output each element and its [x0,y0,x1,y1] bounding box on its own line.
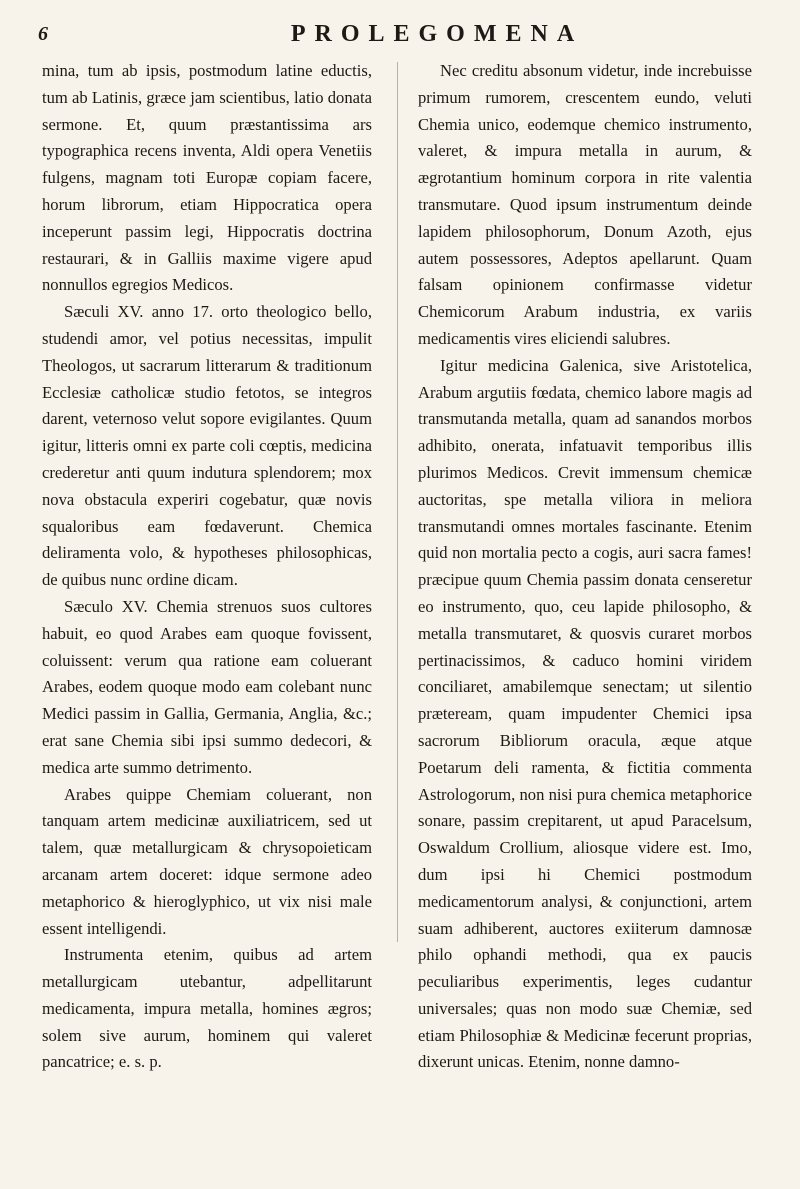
left-paragraph-5: Instrumenta etenim, quibus ad artem metallurgicam utebantur, adpellitarunt medicamenta, impura metalla, homines ægros; solem sive aurum, hominem qui valeret pancatrice; e. s. p. [42,945,372,1072]
left-paragraph-2: Sæculi XV. anno 17. orto theologico bello, studendi amor, vel potius necessitas, impulit Theologos, ut sacrarum litterarum & traditionum Ecclesiæ catholicæ studio fetotos, se integros darent, veternoso velut sopore evigilantes. Quum igitur, litteris omni ex parte coli cœptis, medicina crederetur anti quum indutura splendorem; mox nova obstacula experiri cogebatur, quæ novis squaloribus eam fœdaverunt. Chemica deliramenta volo, & hypotheses philosophicas, de quibus nunc ordine dicam. [42,302,372,590]
left-paragraph-1: mina, tum ab ipsis, postmodum latine eductis, tum ab Latinis, græce jam scientibus, latio donata sermone. Et, quum præstantissima ars typographica recens inventa, Aldi opera Venetiis fulgens, magnam toti Europæ copiam facere, horum librorum, etiam Hippocratica opera inceperunt passim legi, Hippocratis doctrina restaurari, & in Galliis maxime vigere apud nonnullos egregios Medicos. [42,61,372,295]
right-column [418,58,752,1076]
page-header [38,14,756,54]
page-number: 6 [38,22,48,45]
right-paragraph-1: Nec creditu absonum videtur, inde increbuisse primum rumorem, crescentem eundo, veluti Chemia unico, eodemque chemico instrumento, valeret, & impura metalla in aurum, & ægrotantium hominum corpora in rite valentia transmutare. Quod ipsum instrumentum deinde lapidem philosophorum, Donum Azoth, ejus autem possessores, Adeptos apellarunt. Quam falsam opinionem confirmasse videtur Chemicorum Arabum industria, ex variis medicamentis vires eliciendi salubres. [418,61,752,348]
left-column [42,58,372,1076]
left-paragraph-4: Arabes quippe Chemiam coluerant, non tanquam artem medicinæ auxiliatricem, sed ut talem, quæ metallurgicam & chrysopoieticam arcanam artem doceret: idque sermone adeo metaphorico & hieroglyphico, ut vix nisi male essent intelligendi. [42,784,372,938]
right-paragraph-2: Igitur medicina Galenica, sive Aristotelica, Arabum argutiis fœdata, chemico labore magis ad transmutanda metalla, quam ad sanandos morbos adhibito, onerata, infatuavit temporibus illis plurimos Medicos. Crevit immensum chemicæ auctoritas, spe metalla viliora in meliora transmutandi omnes mortales fascinante. Etenim quid non mortalia pecto a cogis, auri sacra fames! præcipue quum Chemia passim donata censeretur eo instrumento, quo, ceu lapide philosopho, & metalla transmutaret, & quosvis curaret morbos pertinacissimos, & caduco homini viridem conciliaret, amabilemque senectam; ut silentio præteream, quam impudenter Chemici ipsa sacrorum Bibliorum oracula, æque atque Poetarum deli ramenta, & fictitia commenta Astrologorum, non nisi pura chemica metaphorice sonare, passim crepitarent, ut apud Paracelsum, Oswaldum Crollium, aliosque videre est. Imo, dum ipsi hi Chemici postmodum medicamentorum analysi, & conjunctioni, artem suam adhiberent, auctores exiiterum damnosæ philo ophandi methodi, qua ex paucis peculiaribus experimentis, leges cudantur universales; quas non modo suæ Chemiæ, sed etiam Philosophiæ & Medicinæ fecerunt proprias, dixerunt unicas. Etenim, nonne damno- [418,355,752,1072]
running-head: PROLEGOMENA [290,20,584,47]
left-paragraph-3: Sæculo XV. Chemia strenuos suos cultores habuit, eo quod Arabes eam quoque fovissent, coluissent: verum qua ratione eam coluerant Arabes, eodem quoque modo eam colebant nunc Medici passim in Gallia, Germania, Anglia, &c.; erat sane Chemia sibi ipsi summo dedecori, & medica arte summo detrimento. [42,596,372,777]
column-divider [397,62,398,942]
page-bottom-margin [0,1080,800,1189]
